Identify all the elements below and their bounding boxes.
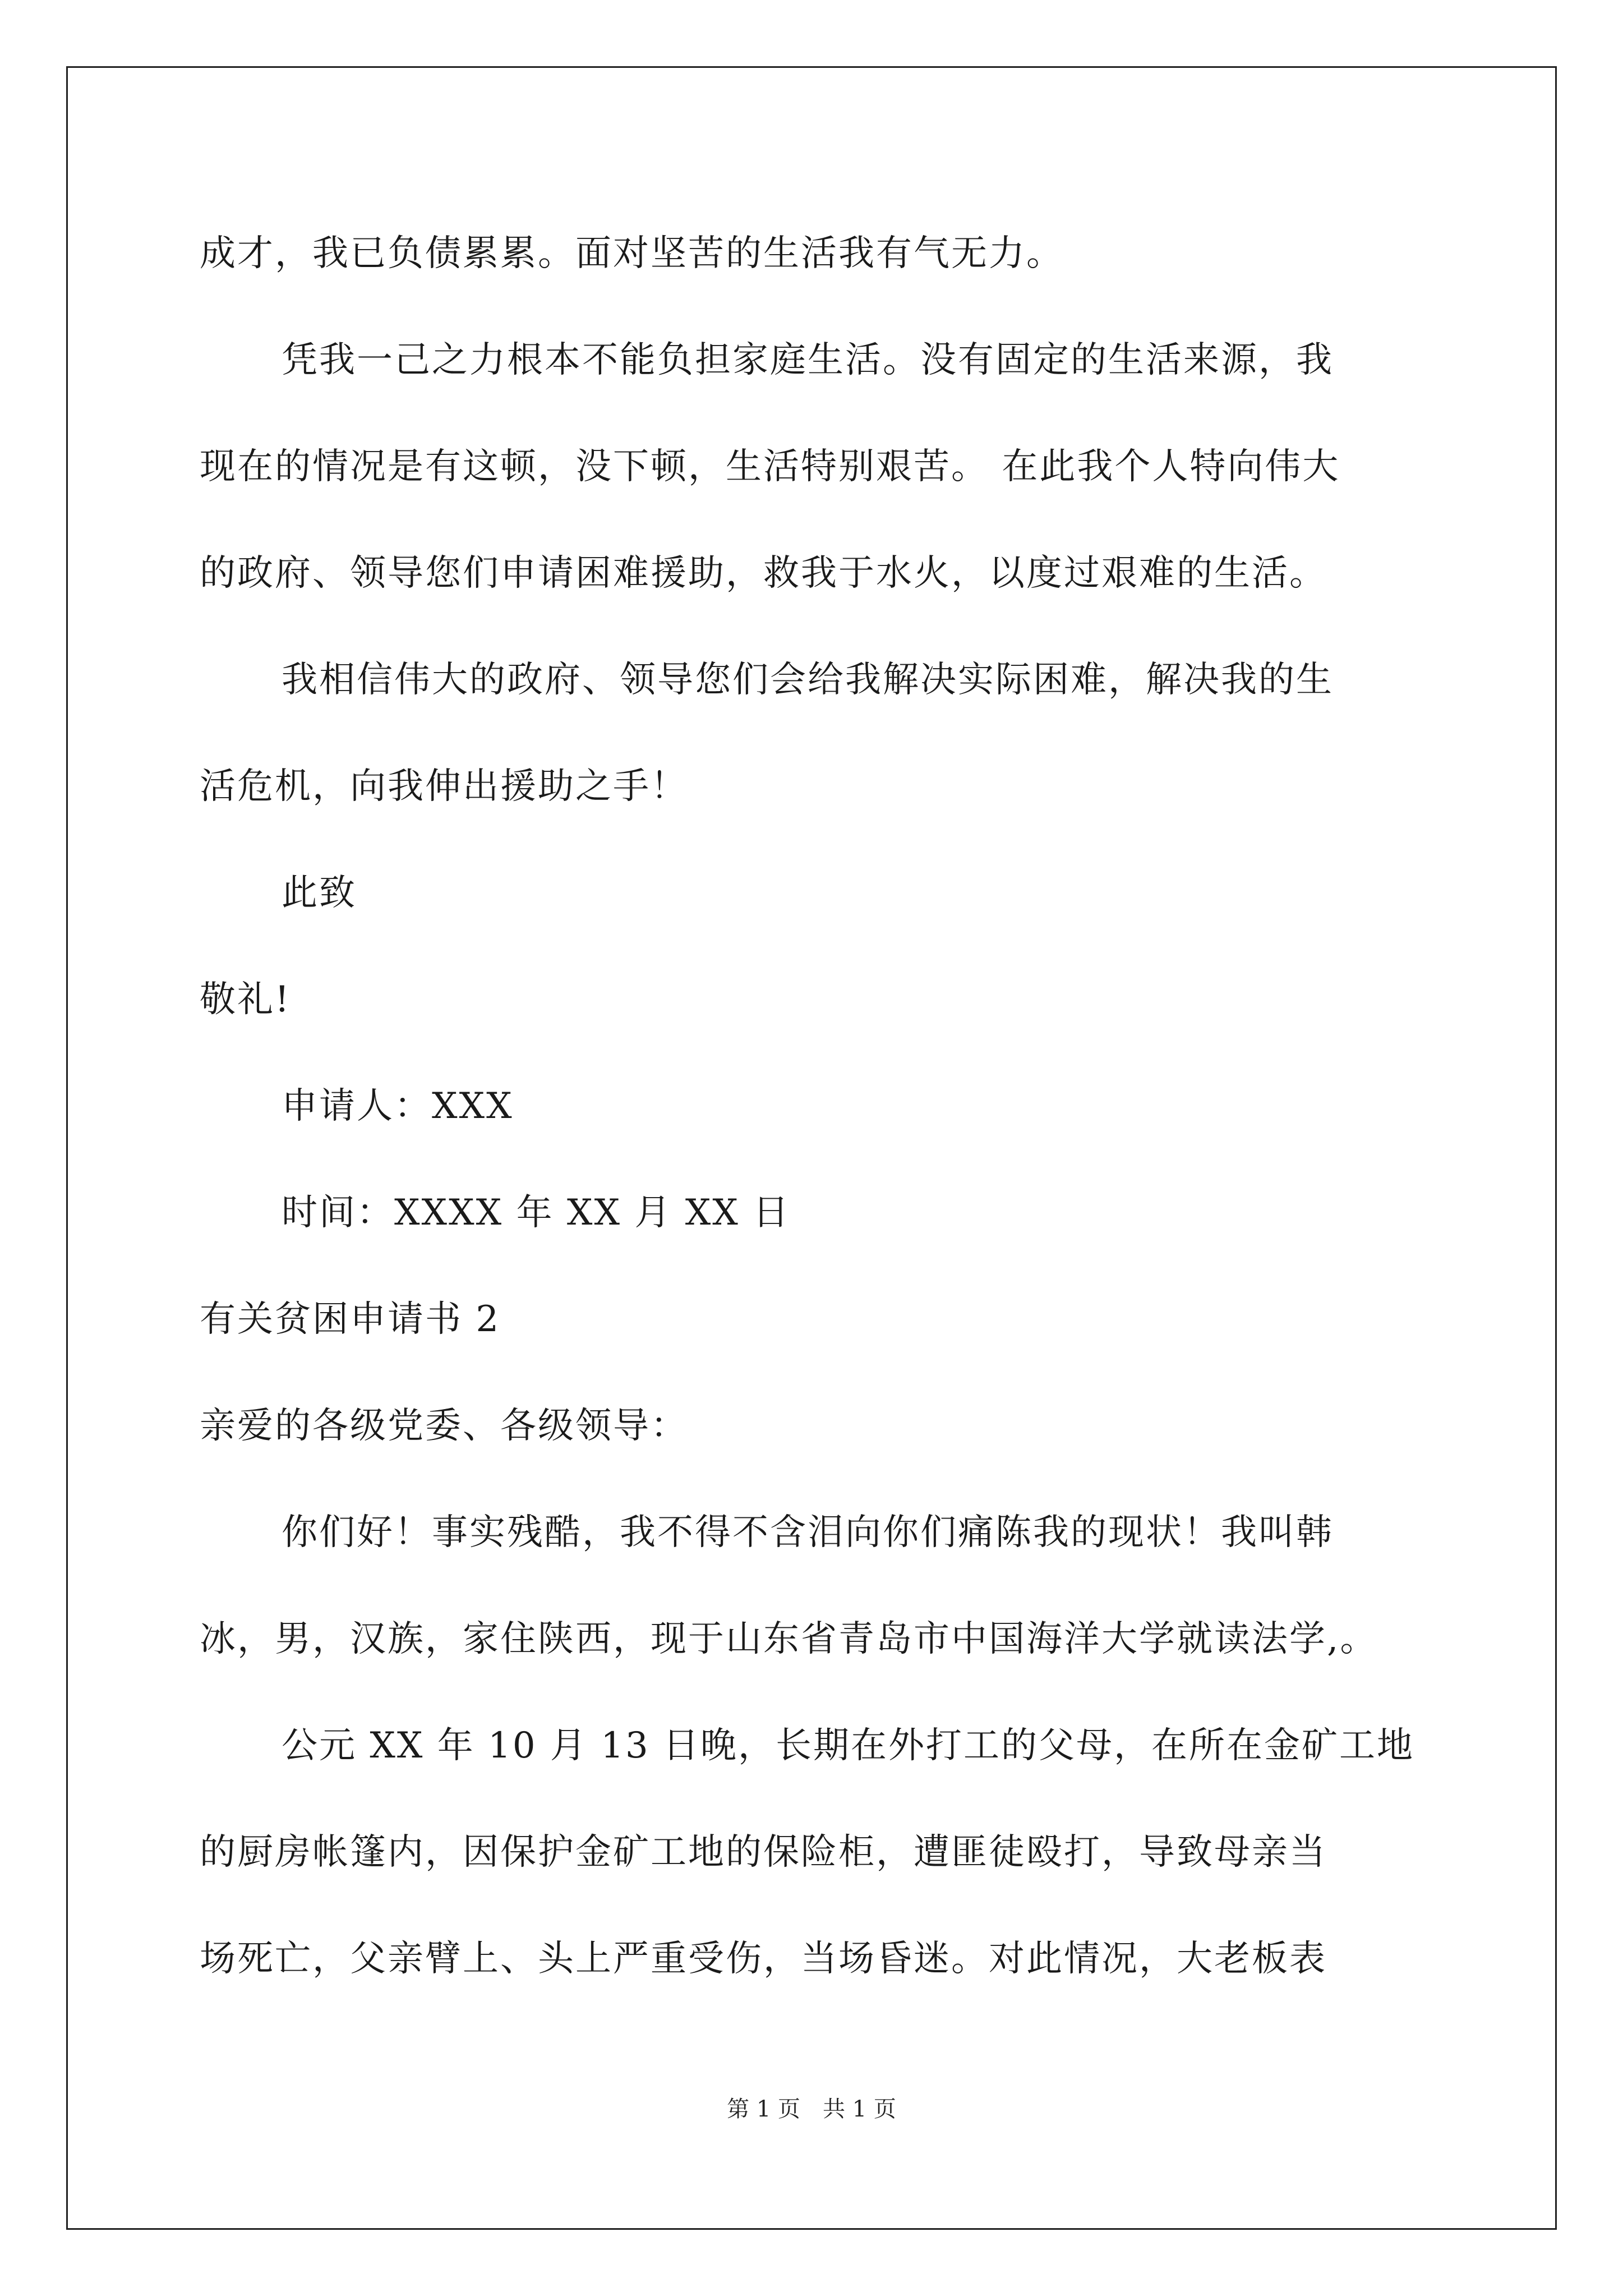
text-line: 现在的情况是有这顿，没下顿，生活特别艰苦。 在此我个人特向伟大 — [200, 446, 1340, 487]
text-line: 的厨房帐篷内，因保护金矿工地的保险柜，遭匪徒殴打，导致母亲当 — [200, 1832, 1327, 1873]
text-line: 的政府、领导您们申请困难援助，救我于水火，以度过艰难的生活。 — [200, 553, 1327, 594]
text-line: 凭我一己之力根本不能负担家庭生活。没有固定的生活来源，我 — [282, 339, 1334, 381]
page-number-footer: 第 1 页 共 1 页 — [727, 2096, 896, 2122]
applicant-line: 申请人：XXX — [282, 1085, 514, 1127]
text-line: 冰，男，汉族，家住陕西，现于山东省青岛市中国海洋大学就读法学,。 — [200, 1618, 1378, 1660]
text-line: 公元 XX 年 10 月 13 日晚，长期在外打工的父母，在所在金矿工地 — [282, 1725, 1415, 1766]
greeting-line: 亲爱的各级党委、各级领导： — [200, 1405, 688, 1447]
page-border — [66, 66, 1557, 2230]
text-line: 活危机，向我伸出援助之手！ — [200, 766, 688, 807]
text-line: 场死亡，父亲臂上、头上严重受伤，当场昏迷。对此情况，大老板表 — [200, 1938, 1327, 1980]
text-line: 你们好！事实残酷，我不得不含泪向你们痛陈我的现状！我叫韩 — [282, 1512, 1334, 1553]
text-line: 我相信伟大的政府、领导您们会给我解决实际困难，解决我的生 — [282, 659, 1334, 701]
date-line: 时间：XXXX 年 XX 月 XX 日 — [282, 1192, 791, 1234]
closing-salutation: 此致 — [282, 872, 357, 914]
text-line: 成才，我已负债累累。面对坚苦的生活我有气无力。 — [200, 233, 1064, 274]
section-title: 有关贫困申请书 2 — [200, 1299, 501, 1340]
closing-regards: 敬礼! — [200, 979, 291, 1020]
